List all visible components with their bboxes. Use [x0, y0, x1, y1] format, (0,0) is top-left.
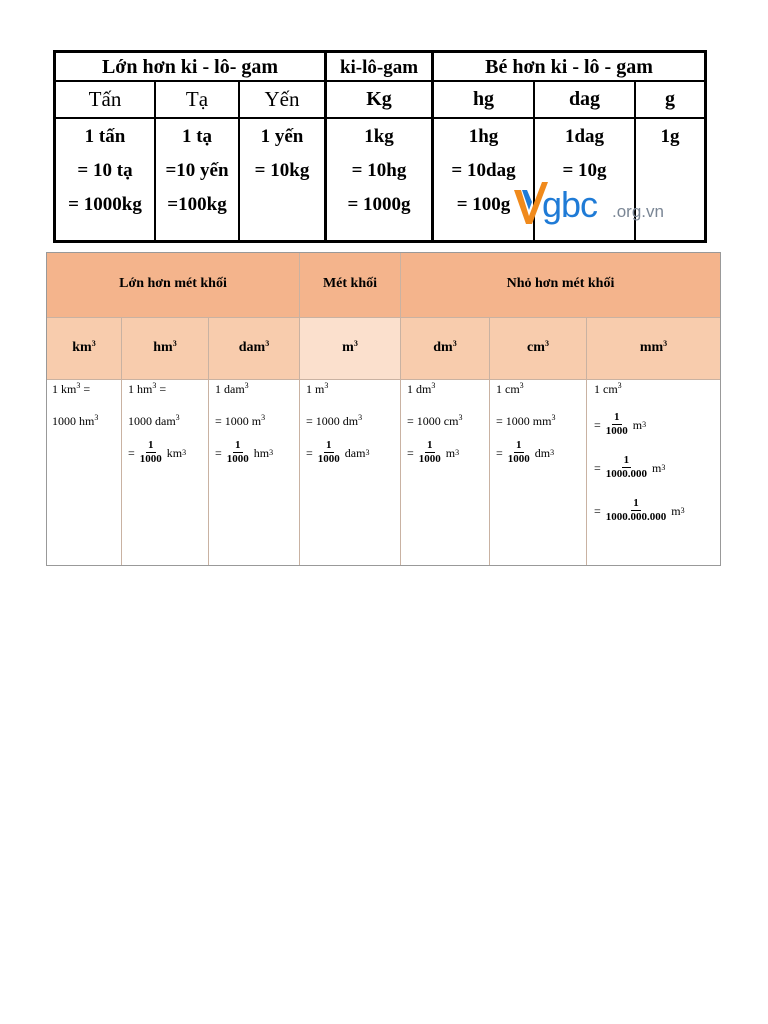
- vgbc-logo: [512, 180, 687, 242]
- unit-dam3: dam$^3$: [238, 339, 270, 355]
- unit-hm3: $hm^3$: [153, 339, 177, 355]
- mass-group-larger: Lớn hơn ki - lô- gam: [101, 56, 279, 78]
- mass-cell-tan: 1 tấn = 10 tạ = 1000kg: [68, 126, 142, 215]
- unit-m3: $m^3$: [342, 339, 358, 355]
- unit-tan: Tấn: [88, 87, 122, 111]
- mass-cell-ta: 1 tạ =10 yến =100kg: [165, 126, 229, 215]
- unit-kg: Kg: [366, 88, 392, 110]
- volume-cell-m3: 1 $m^3$ = 1000 $dm^3$ = $\frac{1}{1000}$ dam 3: [306, 381, 370, 465]
- volume-cell-cm3: 1 $cm^3$ = 1000 $mm^3$ = $\frac{1}{1000}$ dm 3: [496, 381, 556, 465]
- mass-cell-dag: 1dag = 10g: [562, 126, 607, 181]
- volume-cell-mm3: 1 $cm^3$ = $\frac{1}{1000}$ m 3 = $\frac{1}{1000.000}$ m 3 = $\frac{1}{1000.000.000}$ m 3: [594, 381, 685, 523]
- unit-cm3: $cm^3$: [527, 339, 549, 355]
- volume-group-cubic-meter: Mét khối: [322, 276, 378, 291]
- mass-cell-yen: 1 yến = 10kg: [254, 126, 310, 181]
- unit-hg: hg: [472, 88, 495, 110]
- mass-cell-g: 1g: [660, 126, 680, 147]
- volume-group-larger: Lớn hơn mét khối: [119, 276, 227, 291]
- volume-cell-dm3: 1 $dm^3$ = 1000 $cm^3$ = $\frac{1}{1000}$ m 3: [407, 381, 463, 465]
- unit-mm3: $mm^3$: [639, 339, 668, 355]
- volume-cell-dam3: 1 dam$^3$ = 1000 $m^3$ = $\frac{1}{1000}$ hm 3: [215, 381, 274, 465]
- mass-cell-hg: 1hg = 10dag = 100g: [451, 126, 516, 215]
- volume-units-table: [46, 252, 721, 566]
- unit-ta: Tạ: [185, 87, 209, 111]
- unit-yen: Yến: [264, 87, 300, 111]
- unit-dm3: $dm^3$: [433, 339, 457, 355]
- unit-dag: dag: [568, 88, 601, 110]
- logo-brand: gbc: [542, 184, 598, 225]
- mass-cell-kg: 1kg = 10hg = 1000g: [347, 126, 411, 215]
- volume-cell-hm3: 1 $hm^3$ = 1000 dam$^3$ = $\frac{1}{1000}$ km 3: [128, 381, 187, 465]
- volume-group-smaller: Nhỏ hơn mét khối: [506, 276, 615, 291]
- logo-domain: .org.vn: [612, 202, 664, 221]
- unit-g: g: [665, 88, 675, 110]
- mass-group-smaller: Bé hơn ki - lô - gam: [485, 56, 653, 78]
- unit-km3: $km^3$: [72, 339, 96, 355]
- volume-cell-km3: 1 $km^3$ = 1000 $hm^3$: [52, 381, 99, 428]
- mass-group-kilogram: ki-lô-gam: [339, 57, 419, 78]
